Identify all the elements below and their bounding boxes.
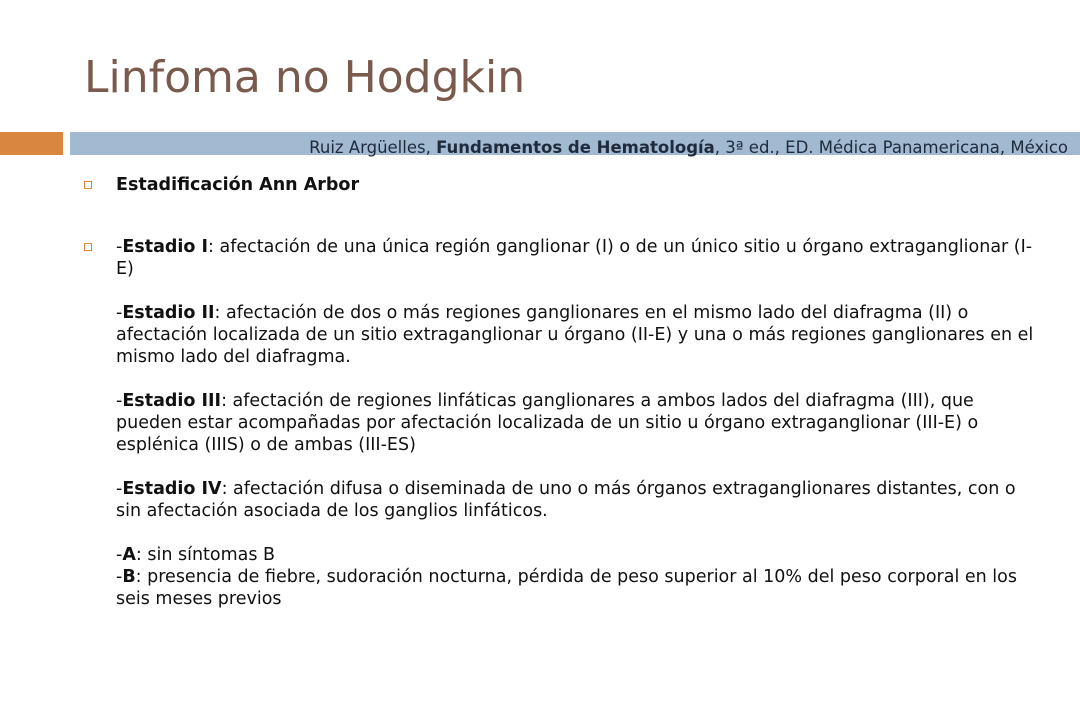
stage-2-label: Estadio II	[122, 303, 215, 323]
symptom-b-label: B	[122, 567, 136, 587]
stage-2-text: : afectación de dos o más regiones ganglionares en el mismo lado del diafragma (II) o afectación localizada de un sitio extraganglionar u órgano (II-E) y una o más regiones ganglionares en el mismo lado del diafragma.	[116, 303, 1034, 367]
symptom-a-label: A	[122, 545, 136, 565]
bullet-stages	[116, 236, 1036, 610]
stage-3-prefix: -	[116, 391, 123, 411]
stage-4	[116, 478, 1036, 522]
symptom-b	[116, 566, 1036, 610]
bullet-heading-text: Estadificación Ann Arbor	[116, 175, 360, 195]
stage-3	[116, 390, 1036, 456]
stage-1-prefix: -	[116, 237, 123, 257]
accent-bar-orange	[0, 132, 63, 155]
symptom-b-prefix: -	[116, 567, 123, 587]
citation	[309, 137, 1068, 159]
symptom-a	[116, 544, 1036, 566]
citation-author: Ruiz Argüelles,	[309, 138, 437, 157]
stage-4-label: Estadio IV	[122, 479, 222, 499]
stage-4-text: : afectación difusa o diseminada de uno o más órganos extraganglionares distantes, con o sin afectación asociada de los ganglios linfáticos.	[116, 479, 1016, 521]
stage-2	[116, 302, 1036, 368]
stage-1-label: Estadio I	[122, 237, 209, 257]
symptom-a-prefix: -	[116, 545, 123, 565]
symptom-a-text: : sin síntomas B	[135, 545, 276, 565]
citation-book: Fundamentos de Hematología	[436, 138, 715, 157]
square-bullet-icon	[84, 181, 92, 189]
stage-2-prefix: -	[116, 303, 123, 323]
symptom-b-text: : presencia de fiebre, sudoración nocturna, pérdida de peso superior al 10% del peso corporal en los seis meses previos	[116, 567, 1017, 609]
stage-4-prefix: -	[116, 479, 123, 499]
bullet-heading	[116, 174, 1036, 196]
slide-title: Linfoma no Hodgkin	[84, 52, 526, 103]
stage-1	[116, 236, 1036, 280]
stage-1-text: : afectación de una única región ganglionar (I) o de un único sitio u órgano extraganglionar (I-E)	[116, 237, 1033, 279]
stage-3-label: Estadio III	[122, 391, 222, 411]
citation-rest: , 3ª ed., ED. Médica Panamericana, México	[714, 138, 1068, 157]
square-bullet-icon	[84, 243, 92, 251]
stage-3-text: : afectación de regiones linfáticas ganglionares a ambos lados del diafragma (III), que pueden estar acompañadas por afectación localizada de un sitio u órgano extraganglionar (III-E) o esplénica (IIIS) o de ambas (III-ES)	[116, 391, 979, 455]
